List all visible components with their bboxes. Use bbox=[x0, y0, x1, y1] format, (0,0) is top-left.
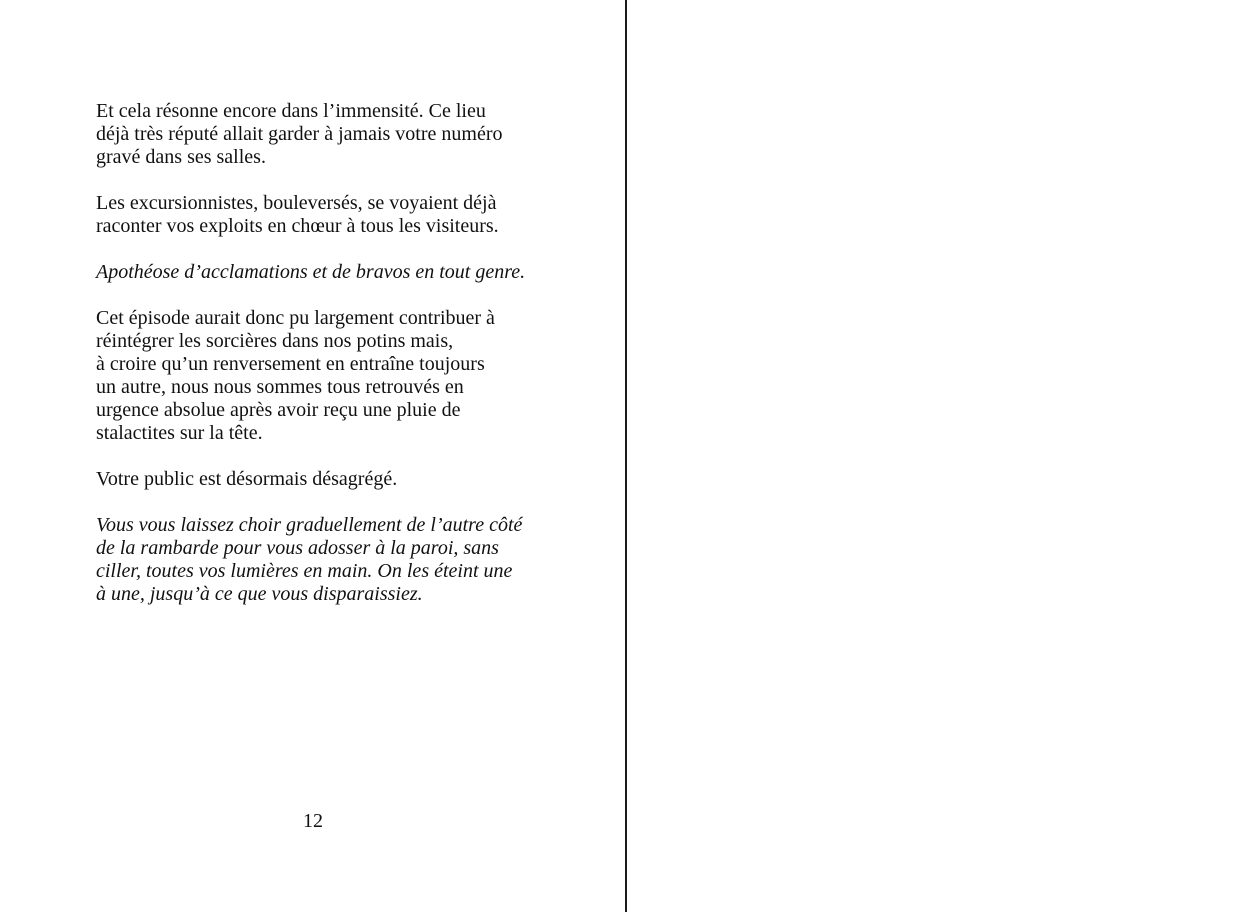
paragraph-3: Apothéose d’acclamations et de bravos en tout genre. bbox=[96, 261, 526, 283]
paragraph-4: Cet épisode aurait donc pu largement contribuer à réintégrer les sorcières dans nos potins mais, à croire qu’un renversement en entraîne toujours un autre, nous nous sommes tous retrouvés en urgence absolue après avoir reçu une pluie de stalactites sur la tête. bbox=[96, 307, 495, 444]
page-number: 12 bbox=[303, 810, 323, 832]
paragraph-5: Votre public est désormais désagrégé. bbox=[96, 468, 398, 490]
paragraph-1: Et cela résonne encore dans l’immensité. Ce lieu déjà très réputé allait garder à jamais votre numéro gravé dans ses salles. bbox=[96, 100, 503, 168]
body-text bbox=[96, 100, 536, 629]
paragraph-6: Vous vous laissez choir graduellement de l’autre côté de la rambarde pour vous adosser à la paroi, sans ciller, toutes vos lumières en main. On les éteint une à une, jusqu’à ce que vous disparaissiez. bbox=[96, 514, 523, 605]
right-page-blank bbox=[627, 0, 1252, 912]
paragraph-2: Les excursionnistes, bouleversés, se voyaient déjà raconter vos exploits en chœur à tous les visiteurs. bbox=[96, 192, 499, 237]
